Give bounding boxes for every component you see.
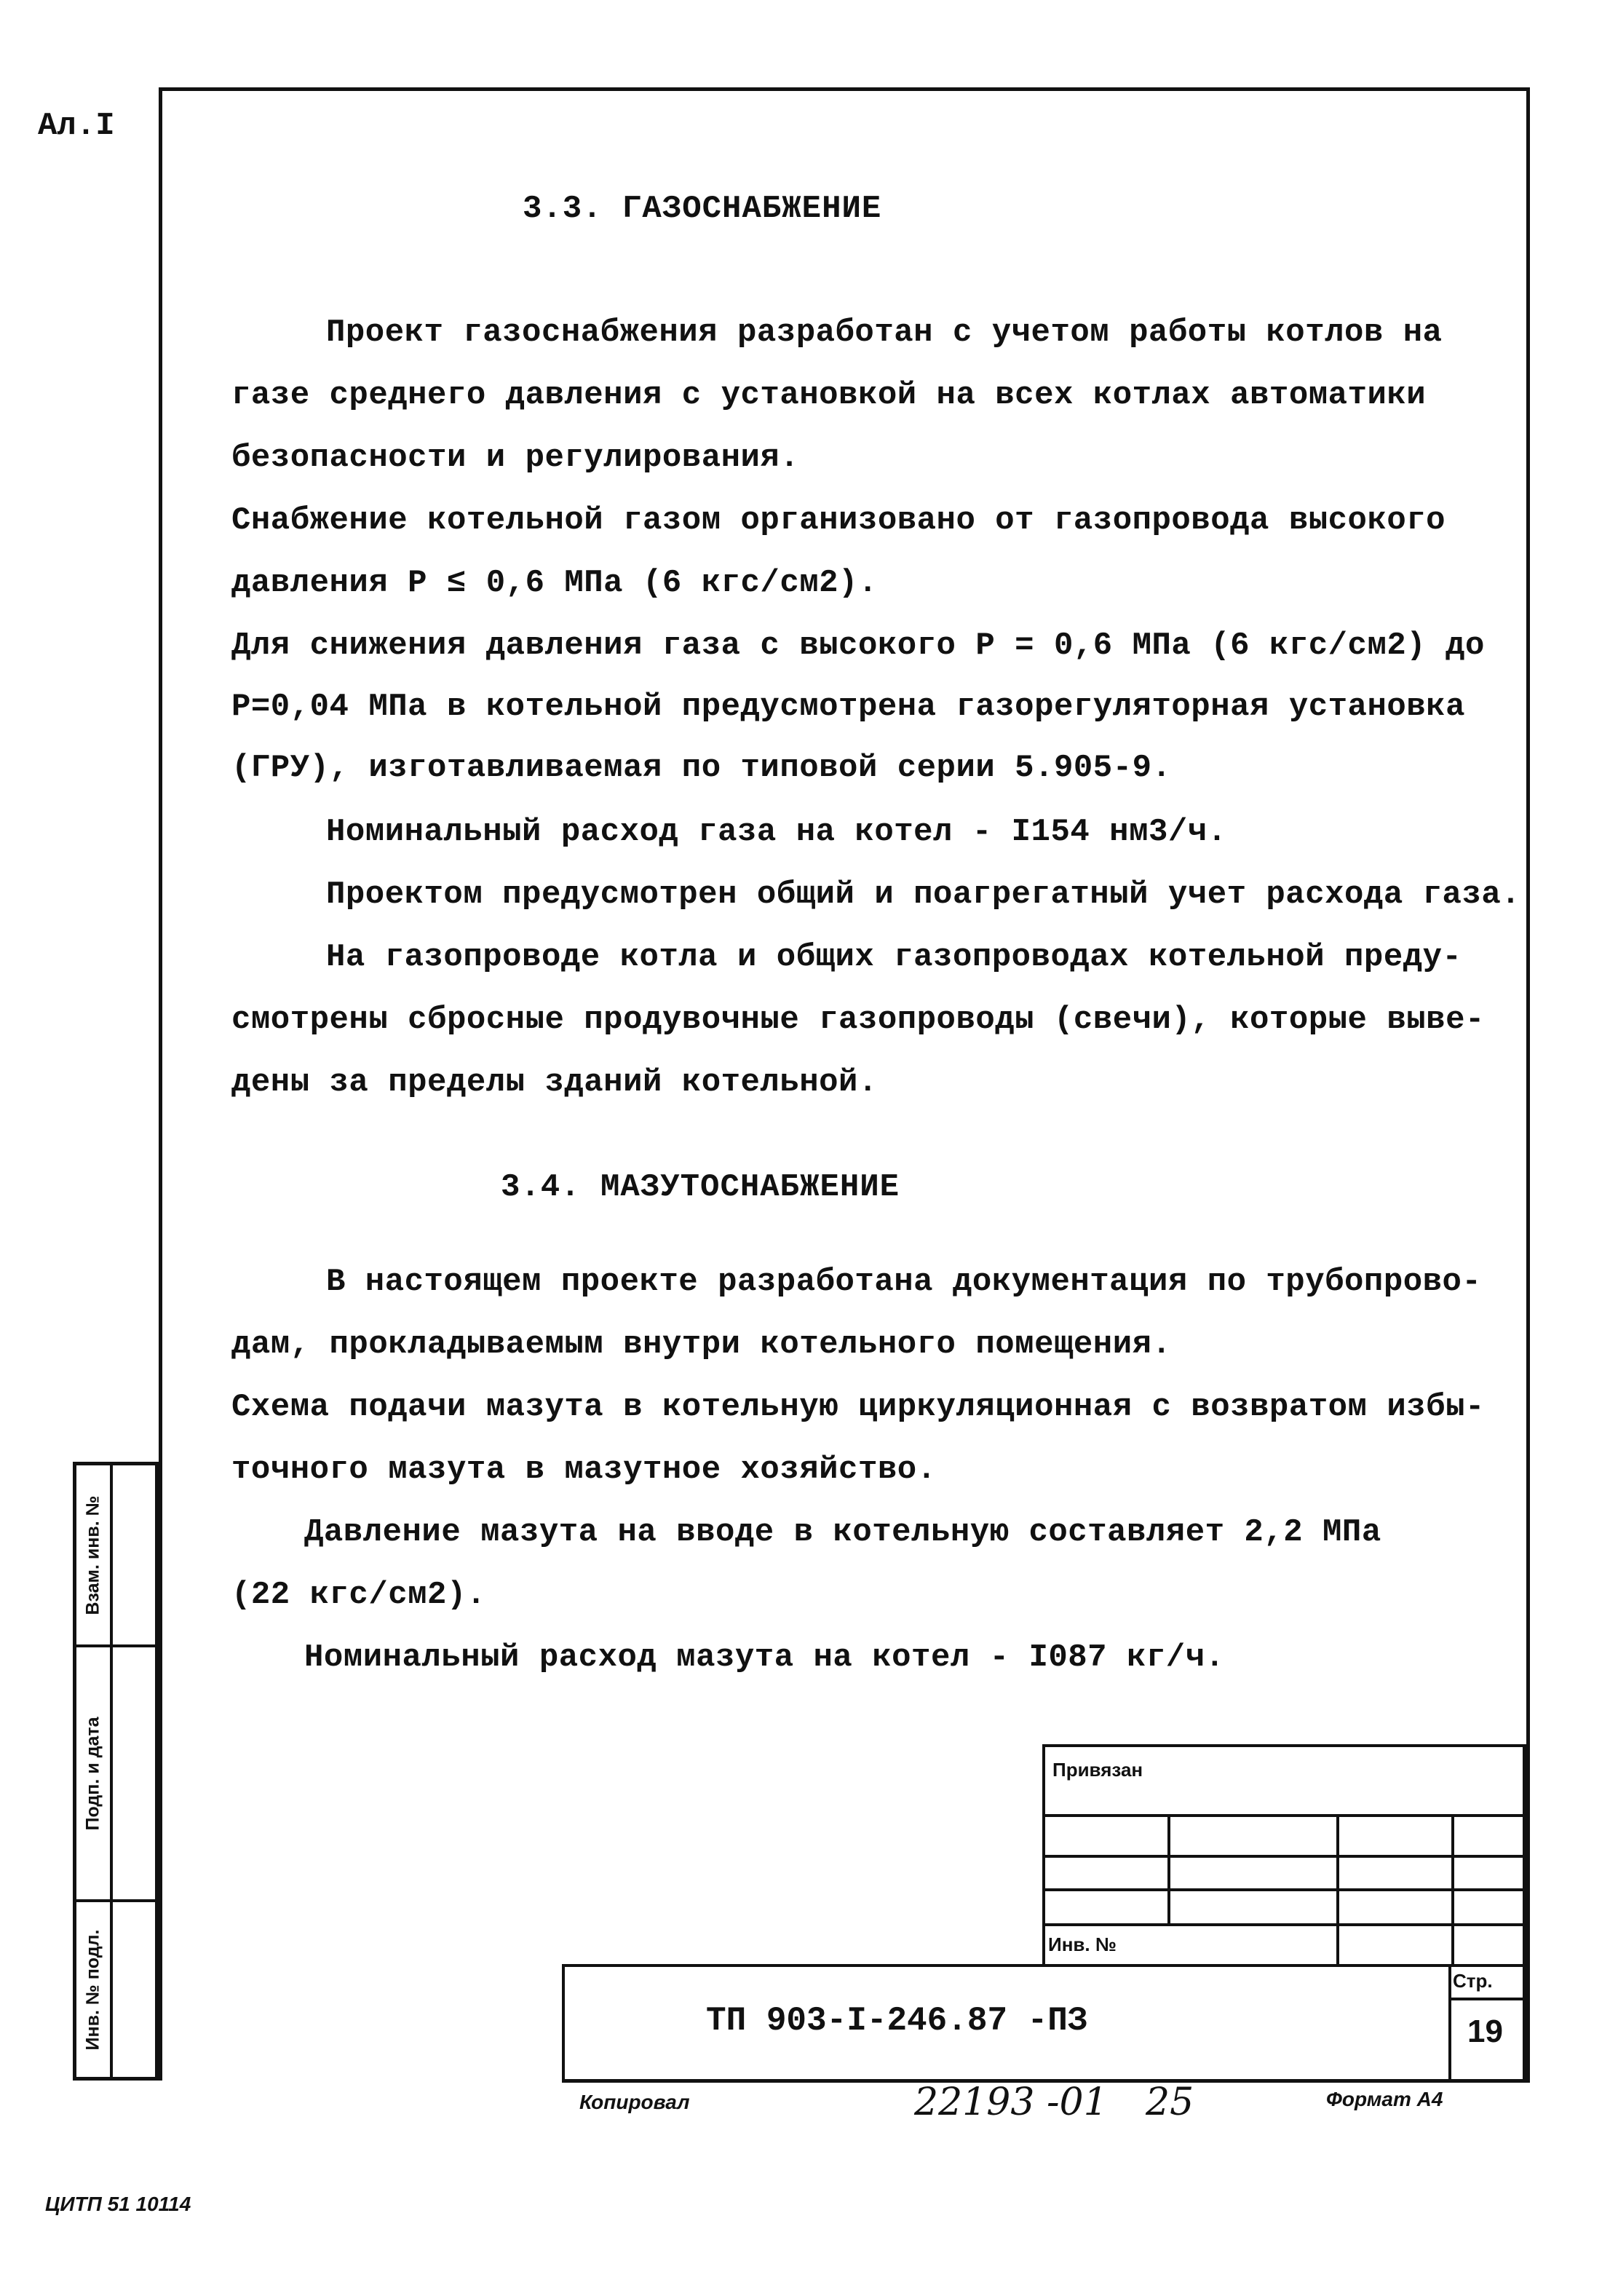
paragraph-line: Снабжение котельной газом организовано от газопровода высокого [231, 502, 1446, 539]
paragraph-line: В настоящем проекте разработана документация по трубопрово- [326, 1264, 1482, 1300]
inv-no-label: Инв. № [1048, 1933, 1117, 1955]
paragraph-line: точного мазута в мазутное хозяйство. [231, 1452, 937, 1488]
linked-label: Привязан [1052, 1759, 1143, 1781]
paragraph-line: Проектом предусмотрен общий и поагрегатный учет расхода газа. [326, 876, 1521, 913]
paragraph-line: (ГРУ), изготавливаемая по типовой серии 5.905-9. [231, 750, 1172, 786]
order-number: 22193 -01 [914, 2081, 1108, 2124]
paragraph-line: газе среднего давления с установкой на всех котлах автоматики [231, 377, 1427, 413]
page-label: Стр. [1453, 1970, 1493, 1992]
document-code: ТП 903-I-246.87 -ПЗ [706, 2002, 1088, 2040]
paragraph-line: дены за пределы зданий котельной. [231, 1064, 878, 1101]
paragraph-line: смотрены сбросные продувочные газопроводы (свечи), которые выве- [231, 1002, 1485, 1038]
paragraph-line: давления Р ≤ 0,6 МПа (6 кгс/см2). [231, 565, 878, 601]
paragraph-line: Для снижения давления газа с высокого Р = 0,6 МПа (6 кгс/см2) до [231, 628, 1485, 664]
inv-original-label: Инв. № подл. [82, 1929, 103, 2050]
page-number: 19 [1467, 2014, 1503, 2049]
paragraph-line: Номинальный расход газа на котел - I154 нм3/ч. [326, 814, 1227, 850]
paragraph-line: (22 кгс/см2). [231, 1577, 486, 1613]
printer-stamp: ЦИТП 51 10114 [45, 2193, 191, 2215]
format-label: Формат А4 [1326, 2088, 1443, 2110]
paragraph-line: Схема подачи мазута в котельную циркуляционная с возвратом избы- [231, 1389, 1485, 1425]
inv-replaced-label: Взам. инв. № [82, 1495, 103, 1615]
section-gas-heading: 3.3. ГАЗОСНАБЖЕНИЕ [523, 191, 882, 227]
paragraph-line: безопасности и регулирования. [231, 440, 800, 476]
sign-date-label: Подп. и дата [82, 1716, 103, 1831]
copied-label: Копировал [579, 2091, 690, 2113]
paragraph-line: Номинальный расход мазута на котел - I087 кг/ч. [304, 1639, 1225, 1676]
section-fuel-oil-heading: 3.4. МАЗУТОСНАБЖЕНИЕ [501, 1169, 900, 1206]
paragraph-line: Р=0,04 МПа в котельной предусмотрена газорегуляторная установка [231, 689, 1465, 725]
sheet-label: Ал.I [38, 108, 115, 144]
paragraph-line: дам, прокладываемым внутри котельного помещения. [231, 1326, 1172, 1363]
paragraph-line: Проект газоснабжения разработан с учетом работы котлов на [326, 314, 1443, 351]
paragraph-line: На газопроводе котла и общих газопроводах котельной преду- [326, 939, 1462, 975]
paragraph-line: Давление мазута на вводе в котельную составляет 2,2 МПа [304, 1514, 1381, 1551]
sheet-number: 25 [1146, 2081, 1194, 2124]
